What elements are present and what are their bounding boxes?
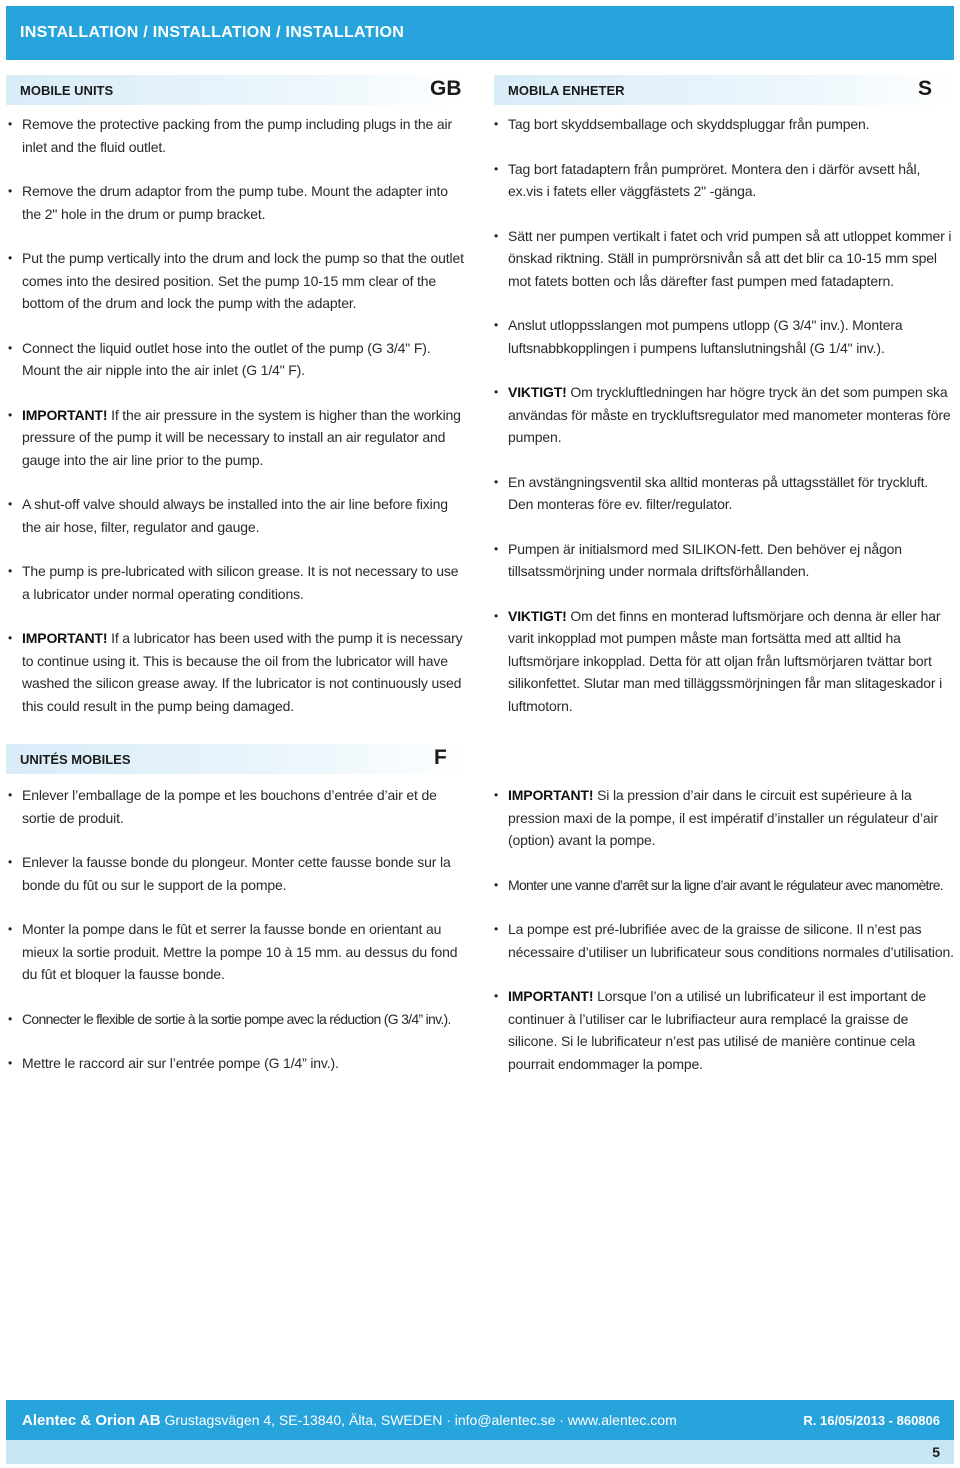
- important-label: IMPORTANT!: [22, 630, 108, 646]
- list-item: • Mettre le raccord air sur l’entrée pompe (G 1/4” inv.).: [8, 1052, 468, 1075]
- list-item: • VIKTIGT! Om det finns en monterad luftsmörjare och denna är eller har varit inkopplad mot pumpen måste man fortsätta med att alltid ha luftsmörjare inkopplad. Detta för att oljan från luftsmörjaren tvättar bort silikonfettet. Slutar man med tilläggssmörjningen får man slitageskador i luftmotorn.: [494, 605, 956, 718]
- list-item: • Tag bort skyddsemballage och skyddspluggar från pumpen.: [494, 113, 956, 136]
- footer-band: [6, 1400, 954, 1440]
- list-item: • A shut-off valve should always be installed into the air line before fixing the air hose, filter, regulator and gauge.: [8, 493, 468, 538]
- list-item: • The pump is pre-lubricated with silicon grease. It is not necessary to use a lubricator under normal operating conditions.: [8, 560, 468, 605]
- column-f-left: [8, 784, 468, 1097]
- list-item: • Tag bort fatadaptern från pumpröret. Montera den i därför avsett hål, ex.vis i fatets eller väggfästets 2" -gänga.: [494, 158, 956, 203]
- list-item: • IMPORTANT! If the air pressure in the system is higher than the working pressure of the pump it will be necessary to install an air regulator and gauge into the air line prior to the pump.: [8, 404, 468, 472]
- important-label: VIKTIGT!: [508, 384, 567, 400]
- list-item: • Anslut utloppsslangen mot pumpens utlopp (G 3/4" inv.). Montera luftsnabbkopplingen i pumpens luftanslutningshål (G 1/4" inv.).: [494, 314, 956, 359]
- list-item: • IMPORTANT! Lorsque l’on a utilisé un lubrificateur il est important de continuer à l’utiliser car le lubrifiacteur aura remplacé la graisse de silicone. Si le lubrificateur n’est pas utilisé de manière continue cela pourrait endommager la pompe.: [494, 985, 956, 1075]
- important-label: IMPORTANT!: [508, 787, 594, 803]
- column-f-right: [494, 784, 956, 1097]
- list-item: • Connect the liquid outlet hose into the outlet of the pump (G 3/4" F). Mount the air nipple into the air inlet (G 1/4" F).: [8, 337, 468, 382]
- page-number-strip: [6, 1440, 954, 1464]
- important-label: IMPORTANT!: [508, 988, 594, 1004]
- list-item: • Monter une vanne d’arrêt sur la ligne d’air avant le régulateur avec manomètre.: [494, 874, 956, 897]
- column-gb: [8, 113, 468, 739]
- list-gb: [8, 113, 468, 717]
- page-title: INSTALLATION / INSTALLATION / INSTALLATION: [20, 24, 405, 41]
- list-item: • Remove the protective packing from the pump including plugs in the air inlet and the fluid outlet.: [8, 113, 468, 158]
- list-item: • Enlever la fausse bonde du plongeur. Monter cette fausse bonde sur la bonde du fût ou sur le support de la pompe.: [8, 851, 468, 896]
- column-s: [494, 113, 956, 739]
- footer-company-info: [22, 1412, 677, 1429]
- page-number: 5: [932, 1444, 940, 1460]
- list-item: • En avstängningsventil ska alltid monteras på uttagsstället för tryckluft. Den monteras före ev. filter/regulator.: [494, 471, 956, 516]
- list-item: • Pumpen är initialsmord med SILIKON-fett. Den behöver ej någon tillsatssmörjning under normala driftsförhållanden.: [494, 538, 956, 583]
- list-f-left: [8, 784, 468, 1075]
- list-item: • Put the pump vertically into the drum and lock the pump so that the outlet comes into the desired position. Set the pump 10-15 mm clear of the bottom of the drum and lock the pump with the adapter.: [8, 247, 468, 315]
- language-code-s: S: [918, 77, 933, 100]
- language-code-gb: GB: [430, 77, 462, 100]
- list-item: • IMPORTANT! If a lubricator has been used with the pump it is necessary to continue using it. This is because the oil from the lubricator will have washed the silicon grease away. If the lubricator is not continuously used this could result in the pump being damaged.: [8, 627, 468, 717]
- list-item: • Remove the drum adaptor from the pump tube. Mount the adapter into the 2" hole in the drum or pump bracket.: [8, 180, 468, 225]
- list-item: • Connecter le flexible de sortie à la sortie pompe avec la réduction (G 3/4” inv.).: [8, 1008, 468, 1031]
- section-title-f: UNITÉS MOBILES: [20, 752, 131, 767]
- list-f-right: [494, 784, 956, 1075]
- revision-label: R. 16/05/2013 - 860806: [803, 1413, 940, 1428]
- important-label: IMPORTANT!: [22, 406, 108, 423]
- list-s: [494, 113, 956, 717]
- company-address: Grustagsvägen 4, SE-13840, Älta, SWEDEN · info@alentec.se · www.alentec.com: [160, 1412, 677, 1428]
- list-item: • Sätt ner pumpen vertikalt i fatet och vrid pumpen så att utloppet kommer i önskad riktning. Ställ in pumprörsnivån så att det blir ca 10-15 mm spel mot fatets botten och lås därefter fast pumpen med fatadaptern.: [494, 225, 956, 293]
- section-header-s: [494, 75, 954, 105]
- list-item: • Monter la pompe dans le fût et serrer la fausse bonde en orientant au mieux la sortie produit. Mettre la pompe 10 à 15 mm. au dessus du fond du fût et bloquer la fausse bonde.: [8, 918, 468, 986]
- section-title-gb: MOBILE UNITS: [20, 83, 114, 98]
- section-title-s: MOBILA ENHETER: [508, 83, 625, 98]
- list-item: • IMPORTANT! Si la pression d’air dans le circuit est supérieure à la pression maxi de la pompe, il est impératif d’installer un régulateur d’air (option) avant la pompe.: [494, 784, 956, 852]
- top-header-band: [6, 6, 954, 60]
- list-item: • La pompe est pré-lubrifiée avec de la graisse de silicone. Il n’est pas nécessaire d’utiliser un lubrificateur sous conditions normales d’utilisation.: [494, 918, 956, 963]
- important-label: VIKTIGT!: [508, 607, 567, 624]
- company-name: Alentec & Orion AB: [22, 1412, 161, 1429]
- section-header-gb: [6, 75, 466, 105]
- section-header-f: [6, 744, 466, 774]
- list-item: • Enlever l’emballage de la pompe et les bouchons d’entrée d’air et de sortie de produit.: [8, 784, 468, 829]
- language-code-f: F: [434, 746, 447, 769]
- list-item: • VIKTIGT! Om tryckluftledningen har högre tryck än det som pumpen ska användas för måste en tryckluftsregulator med manometer monteras före pumpen.: [494, 381, 956, 449]
